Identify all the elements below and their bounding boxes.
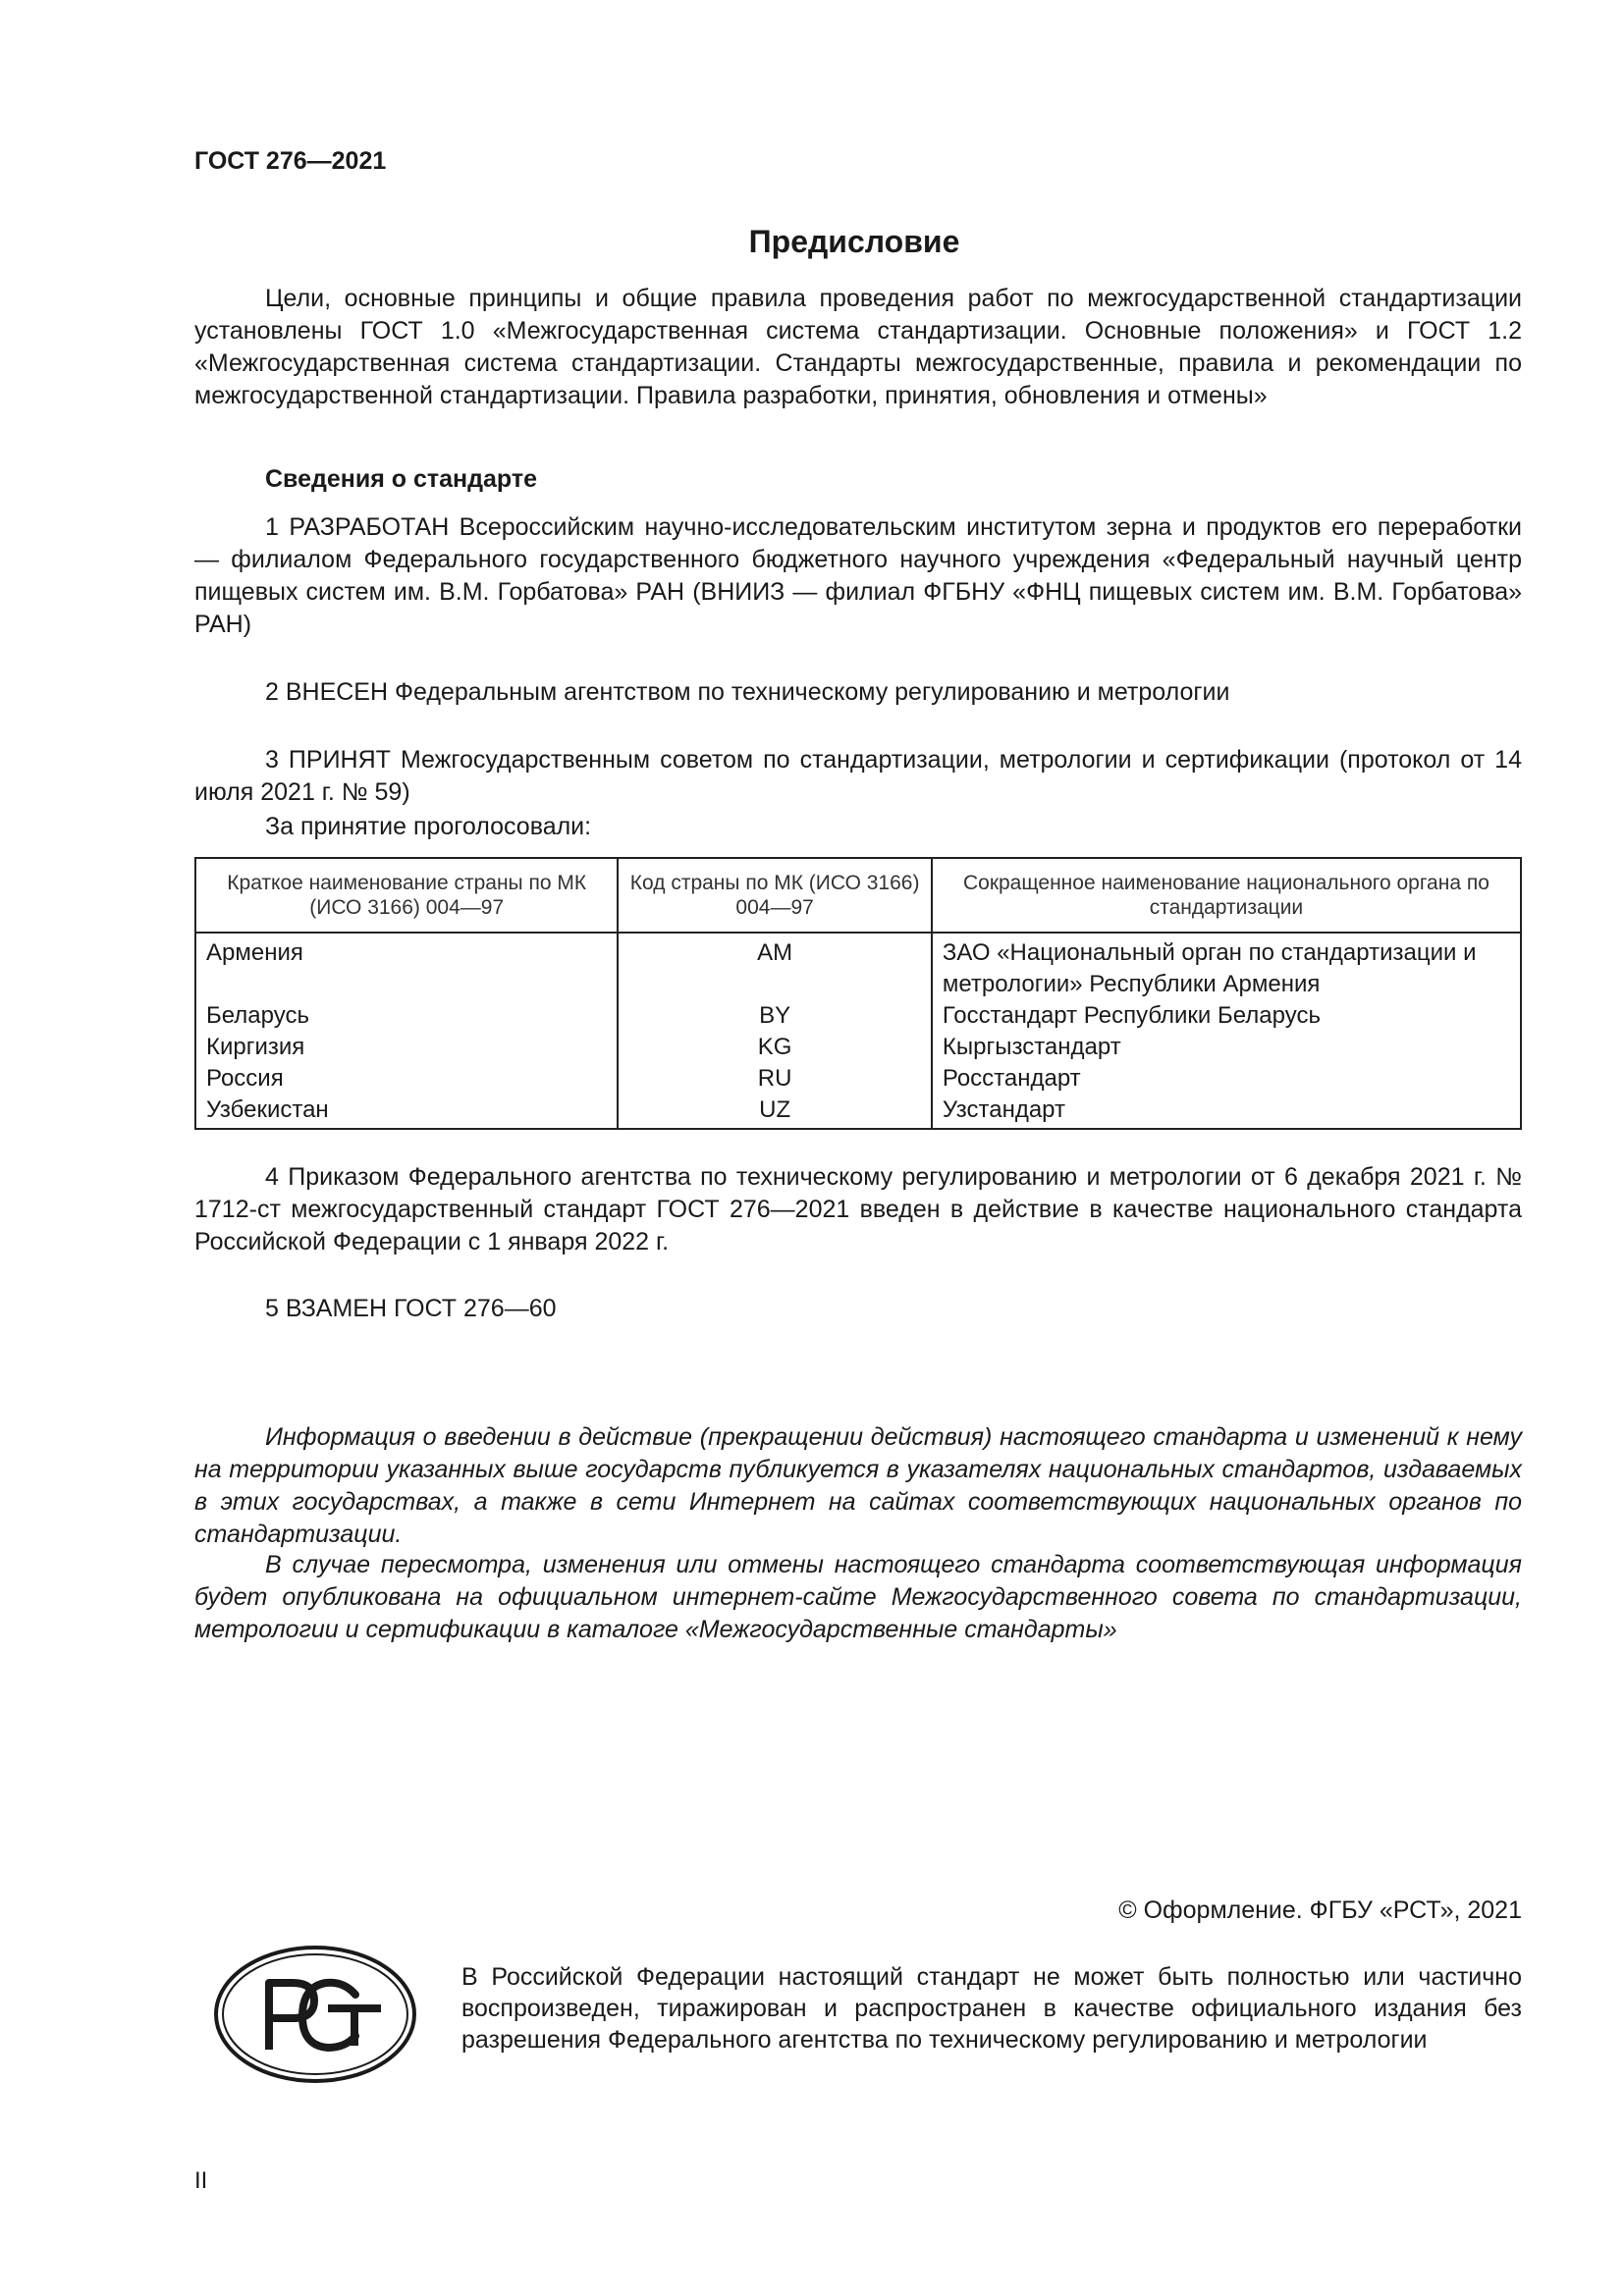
table-row [195, 1000, 1521, 1032]
voted-label: За принятие проголосовали: [265, 813, 592, 840]
note-publication: Информация о введении в действие (прекращении действия) настоящего стандарта и изменений к нему на территории указанных выше государств публикуется в указателях национальных стандартов, издаваемых в этих государствах, а также в сети Интернет на сайтах соответствующих национальных органов по стандартизации. [194, 1423, 1522, 1548]
body-cell: ЗАО «Национальный орган по стандартизации и метрологии» Республики Армения [932, 933, 1521, 1000]
code-cell: BY [618, 1000, 931, 1032]
header-body: Сокращенное наименование национального органа по стандартизации [932, 858, 1521, 933]
document-code: ГОСТ 276—2021 [194, 147, 387, 175]
standard-info-heading: Сведения о стандарте [265, 465, 538, 493]
body-cell: Госстандарт Республики Беларусь [932, 1000, 1521, 1032]
preface-intro: Цели, основные принципы и общие правила проведения работ по межгосударственной стандартизации установлены ГОСТ 1.0 «Межгосударственная система стандартизации. Основные положения» и ГОСТ 1.2 «Межгосударственная система стандартизации. Стандарты межгосударственные, правила и рекомендации по межгосударственной стандартизации. Правила разработки, принятия, обновления и отмены» [194, 285, 1522, 409]
header-code: Код страны по МК (ИСО 3166) 004—97 [618, 858, 931, 933]
country-cell: Киргизия [195, 1032, 618, 1063]
country-cell: Узбекистан [195, 1095, 618, 1129]
body-cell: Кыргызстандарт [932, 1032, 1521, 1063]
rst-logo [212, 1944, 418, 2085]
code-cell: AM [618, 933, 931, 1000]
country-cell: Беларусь [195, 1000, 618, 1032]
item-submitted: 2 ВНЕСЕН Федеральным агентством по техническому регулированию и метрологии [265, 678, 1230, 706]
note-revision: В случае пересмотра, изменения или отмены настоящего стандарта соответствующая информация будет опубликована на официальном интернет-сайте Межгосударственного совета по стандартизации, метрологии и сертификации в каталоге «Межгосударственные стандарты» [194, 1551, 1522, 1643]
preface-title: Предисловие [748, 224, 960, 259]
country-cell: Армения [195, 933, 618, 1000]
body-cell: Узстандарт [932, 1095, 1521, 1129]
member-states-table [194, 857, 1522, 1130]
table-row [195, 1095, 1521, 1129]
rights-notice: В Российской Федерации настоящий стандарт не может быть полностью или частично воспроизведен, тиражирован и распространен в качестве официального издания без разрешения Федерального агентства по техническому регулированию и метрологии [461, 1963, 1522, 2054]
body-cell: Росстандарт [932, 1063, 1521, 1095]
table-row [195, 1063, 1521, 1095]
item-developed: 1 РАЗРАБОТАН Всероссийским научно-исследовательским институтом зерна и продуктов его переработки — филиалом Федерального государственного бюджетного научного учреждения «Федеральный научный центр пищевых систем им. В.М. Горбатова» РАН (ВНИИЗ — филиал ФГБНУ «ФНЦ пищевых систем им. В.М. Горбатова» РАН) [194, 513, 1522, 638]
table-row [195, 1032, 1521, 1063]
table-row [195, 933, 1521, 1000]
item-enacted: 4 Приказом Федерального агентства по техническому регулированию и метрологии от 6 декабря 2021 г. № 1712-ст межгосударственный стандарт ГОСТ 276—2021 введен в действие в качестве национального стандарта Российской Федерации с 1 января 2022 г. [194, 1163, 1522, 1255]
code-cell: KG [618, 1032, 931, 1063]
country-cell: Россия [195, 1063, 618, 1095]
copyright-notice: © Оформление. ФГБУ «РСТ», 2021 [1118, 1896, 1522, 1924]
code-cell: UZ [618, 1095, 931, 1129]
header-country: Краткое наименование страны по МК (ИСО 3166) 004—97 [195, 858, 618, 933]
item-replaces: 5 ВЗАМЕН ГОСТ 276—60 [265, 1295, 557, 1322]
code-cell: RU [618, 1063, 931, 1095]
table-header-row [195, 858, 1521, 933]
rst-logo-icon [212, 1944, 418, 2085]
page-number: II [194, 2167, 208, 2194]
item-adopted: 3 ПРИНЯТ Межгосударственным советом по стандартизации, метрологии и сертификации (протокол от 14 июля 2021 г. № 59) [194, 746, 1522, 806]
